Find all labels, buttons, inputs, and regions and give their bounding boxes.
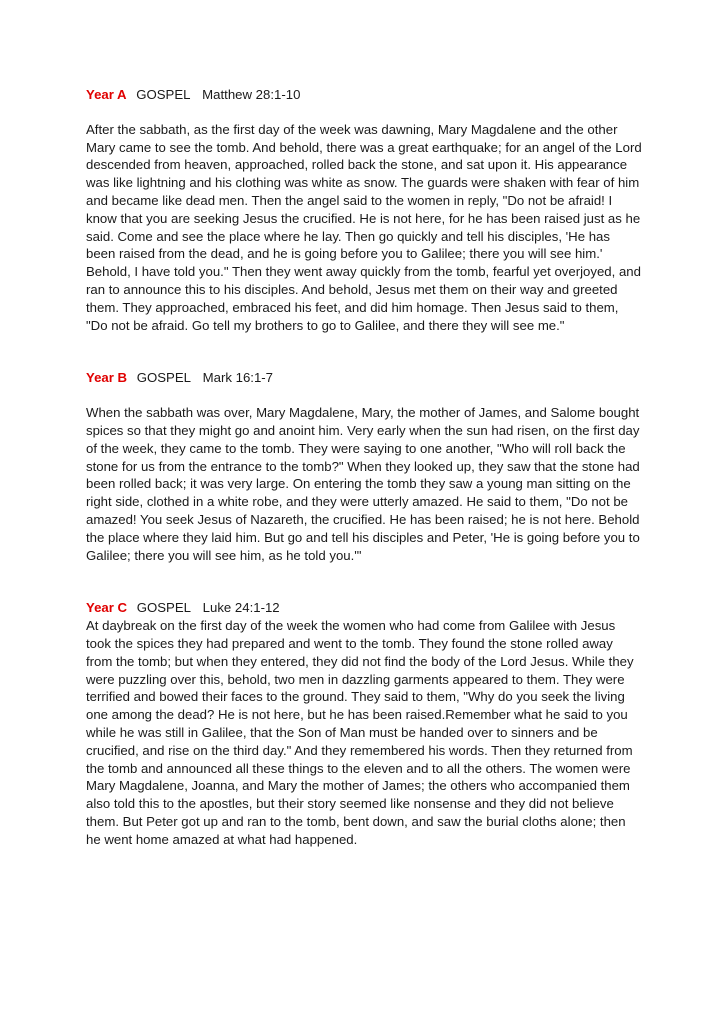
reading-year-a <box>86 86 642 334</box>
reading-year-b <box>86 369 642 564</box>
document-page <box>86 86 642 848</box>
spacer <box>86 104 642 121</box>
reading-header <box>86 86 642 104</box>
year-label: Year C <box>86 600 128 616</box>
gospel-label: GOSPEL <box>136 370 191 386</box>
spacer <box>86 387 642 404</box>
reading-year-c <box>86 599 642 848</box>
reading-text: After the sabbath, as the first day of the week was dawning, Mary Magdalene and the other Mary came to see the tomb. And behold, there was a great earthquake; for an angel of the Lord descended from heaven, approached, rolled back the stone, and sat upon it. His appearance was like lightning and his clothing was white as snow. The guards were shaken with fear of him and became like dead men. Then the angel said to the women in reply, "Do not be afraid! I know that you are seeking Jesus the crucified. He is not here, for he has been raised just as he said. Come and see the place where he lay. Then go quickly and tell his disciples, 'He has been raised from the dead, and he is going before you to Galilee; there you will see him.' Behold, I have told you." Then they went away quickly from the tomb, fearful yet overjoyed, and ran to announce this to his disciples. And behold, Jesus met them on their way and greeted them. They approached, embraced his feet, and did him homage. Then Jesus said to them, "Do not be afraid. Go tell my brothers to go to Galilee, and there they will see me." <box>86 121 642 333</box>
reading-header <box>86 369 642 387</box>
reading-text: At daybreak on the first day of the week the women who had come from Galilee with Jesus took the spices they had prepared and went to the tomb. They found the stone rolled away from the tomb; but when they entered, they did not find the body of the Lord Jesus. While they were puzzling over this, behold, two men in dazzling garments appeared to them. They were terrified and bowed their faces to the ground. They said to them, "Why do you seek the living one among the dead? He is not here, but he has been raised.Remember what he said to you while he was still in Galilee, that the Son of Man must be handed over to sinners and be crucified, and rise on the third day." And they remembered his words. Then they returned from the tomb and announced all these things to the eleven and to all the others. The women were Mary Magdalene, Joanna, and Mary the mother of James; the others who accompanied them also told this to the apostles, but their story seemed like nonsense and they did not believe them. But Peter got up and ran to the tomb, bent down, and saw the burial cloths alone; then he went home amazed at what had happened. <box>86 618 634 847</box>
gospel-label: GOSPEL <box>136 87 191 102</box>
spacer <box>86 564 642 599</box>
spacer <box>86 334 642 369</box>
reading-header <box>86 599 642 617</box>
scripture-citation: Matthew 28:1-10 <box>202 87 301 102</box>
reading-text: When the sabbath was over, Mary Magdalene, Mary, the mother of James, and Salome bought spices so that they might go and anoint him. Very early when the sun had risen, on the first day of the week, they came to the tomb. They were saying to one another, "Who will roll back the stone for us from the entrance to the tomb?" When they looked up, they saw that the stone had been rolled back; it was very large. On entering the tomb they saw a young man sitting on the right side, clothed in a white robe, and they were utterly amazed. He said to them, "Do not be amazed! You seek Jesus of Nazareth, the crucified. He has been raised; he is not here. Behold the place where they laid him. But go and tell his disciples and Peter, 'He is going before you to Galilee; there you will see him, as he told you.'" <box>86 405 640 563</box>
scripture-citation: Mark 16:1-7 <box>202 370 274 386</box>
gospel-label: GOSPEL <box>136 600 191 616</box>
scripture-citation: Luke 24:1-12 <box>202 600 280 616</box>
year-label: Year B <box>86 370 128 386</box>
year-label: Year A <box>86 87 127 102</box>
